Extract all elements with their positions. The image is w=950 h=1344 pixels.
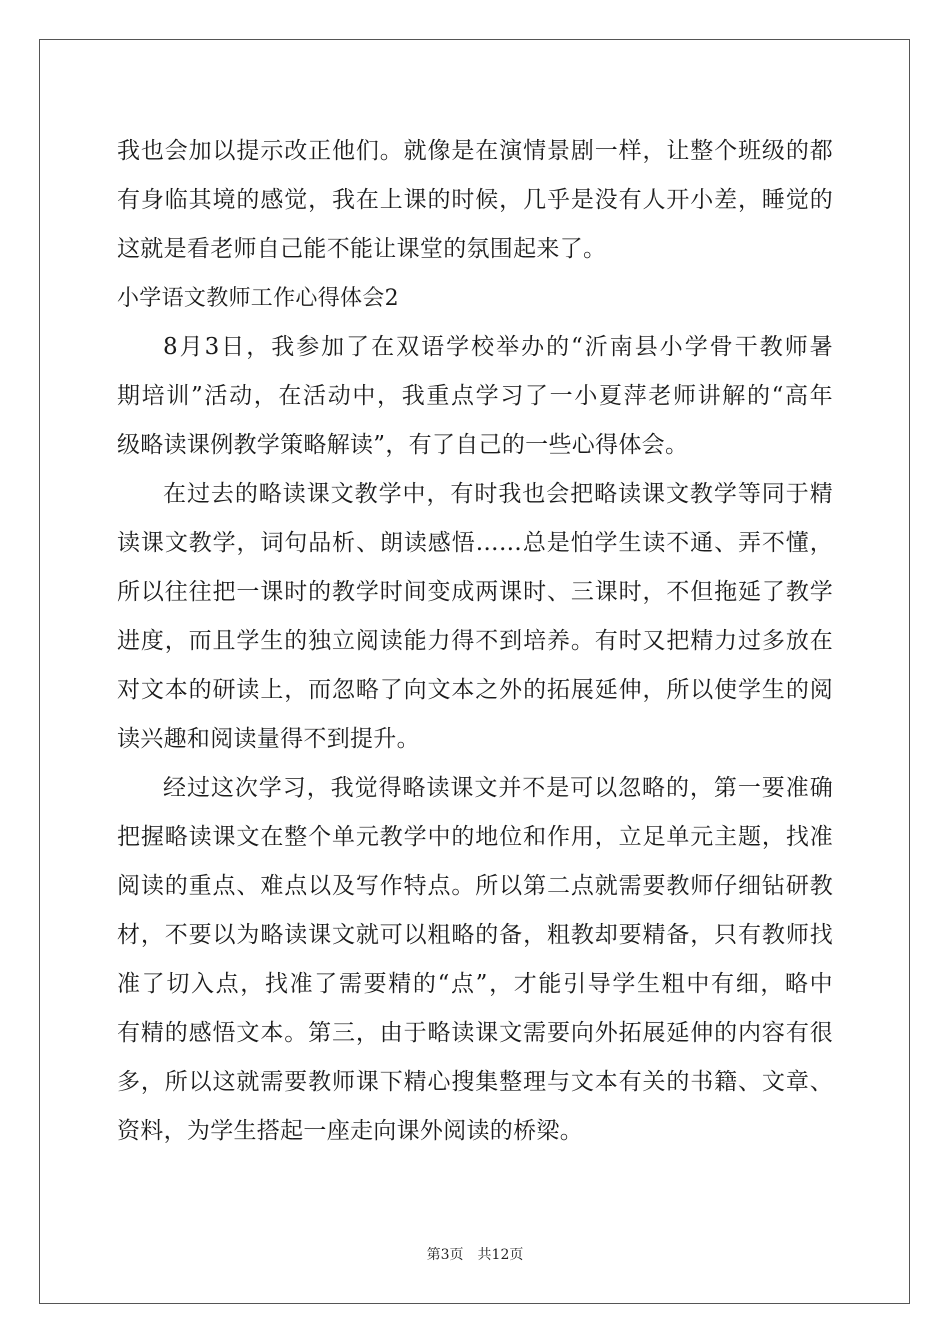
text-line: 这就是看老师自己能不能让课堂的氛围起来了。: [117, 236, 607, 262]
text-line: 对文本的研读上，而忽略了向文本之外的拓展延伸，所以使学生的阅: [117, 677, 833, 703]
text-line: 准了切入点，找准了需要精的“点”，才能引导学生粗中有细，略中: [117, 971, 833, 997]
text-line: 所以往往把一课时的教学时间变成两课时、三课时，不但拖延了教学: [117, 579, 833, 605]
current-page: 第3页: [426, 1247, 464, 1263]
text-line: 我也会加以提示改正他们。就像是在演情景剧一样，让整个班级的都: [117, 138, 833, 164]
text-line: 级略读课例教学策略解读”，有了自己的一些心得体会。: [117, 432, 689, 458]
text-line: 8月3日，我参加了在双语学校举办的“沂南县小学骨干教师暑: [163, 334, 833, 360]
text-line: 有身临其境的感觉，我在上课的时候，几乎是没有人开小差，睡觉的: [117, 187, 833, 213]
text-line: 多，所以这就需要教师课下精心搜集整理与文本有关的书籍、文章、: [117, 1069, 833, 1095]
text-line: 在过去的略读课文教学中，有时我也会把略读课文教学等同于精: [163, 481, 833, 507]
text-line: 经过这次学习，我觉得略读课文并不是可以忽略的，第一要准确: [163, 775, 833, 801]
page-footer: [0, 1244, 950, 1264]
section-heading: 小学语文教师工作心得体会2: [117, 286, 399, 311]
text-line: 阅读的重点、难点以及写作特点。所以第二点就需要教师仔细钻研教: [117, 873, 833, 899]
document-body: [117, 127, 833, 1156]
total-pages: 共12页: [477, 1247, 524, 1263]
text-line: 有精的感悟文本。第三，由于略读课文需要向外拓展延伸的内容有很: [117, 1020, 833, 1046]
text-line: 读课文教学，词句品析、朗读感悟……总是怕学生读不通、弄不懂，: [117, 530, 833, 556]
text-line: 读兴趣和阅读量得不到提升。: [117, 726, 420, 752]
text-line: 把握略读课文在整个单元教学中的地位和作用，立足单元主题，找准: [117, 824, 833, 850]
text-line: 进度，而且学生的独立阅读能力得不到培养。有时又把精力过多放在: [117, 628, 833, 654]
text-line: 材，不要以为略读课文就可以粗略的备，粗教却要精备，只有教师找: [117, 922, 833, 948]
text-line: 期培训”活动，在活动中，我重点学习了一小夏萍老师讲解的“高年: [117, 383, 833, 409]
text-line: 资料，为学生搭起一座走向课外阅读的桥梁。: [117, 1118, 583, 1144]
